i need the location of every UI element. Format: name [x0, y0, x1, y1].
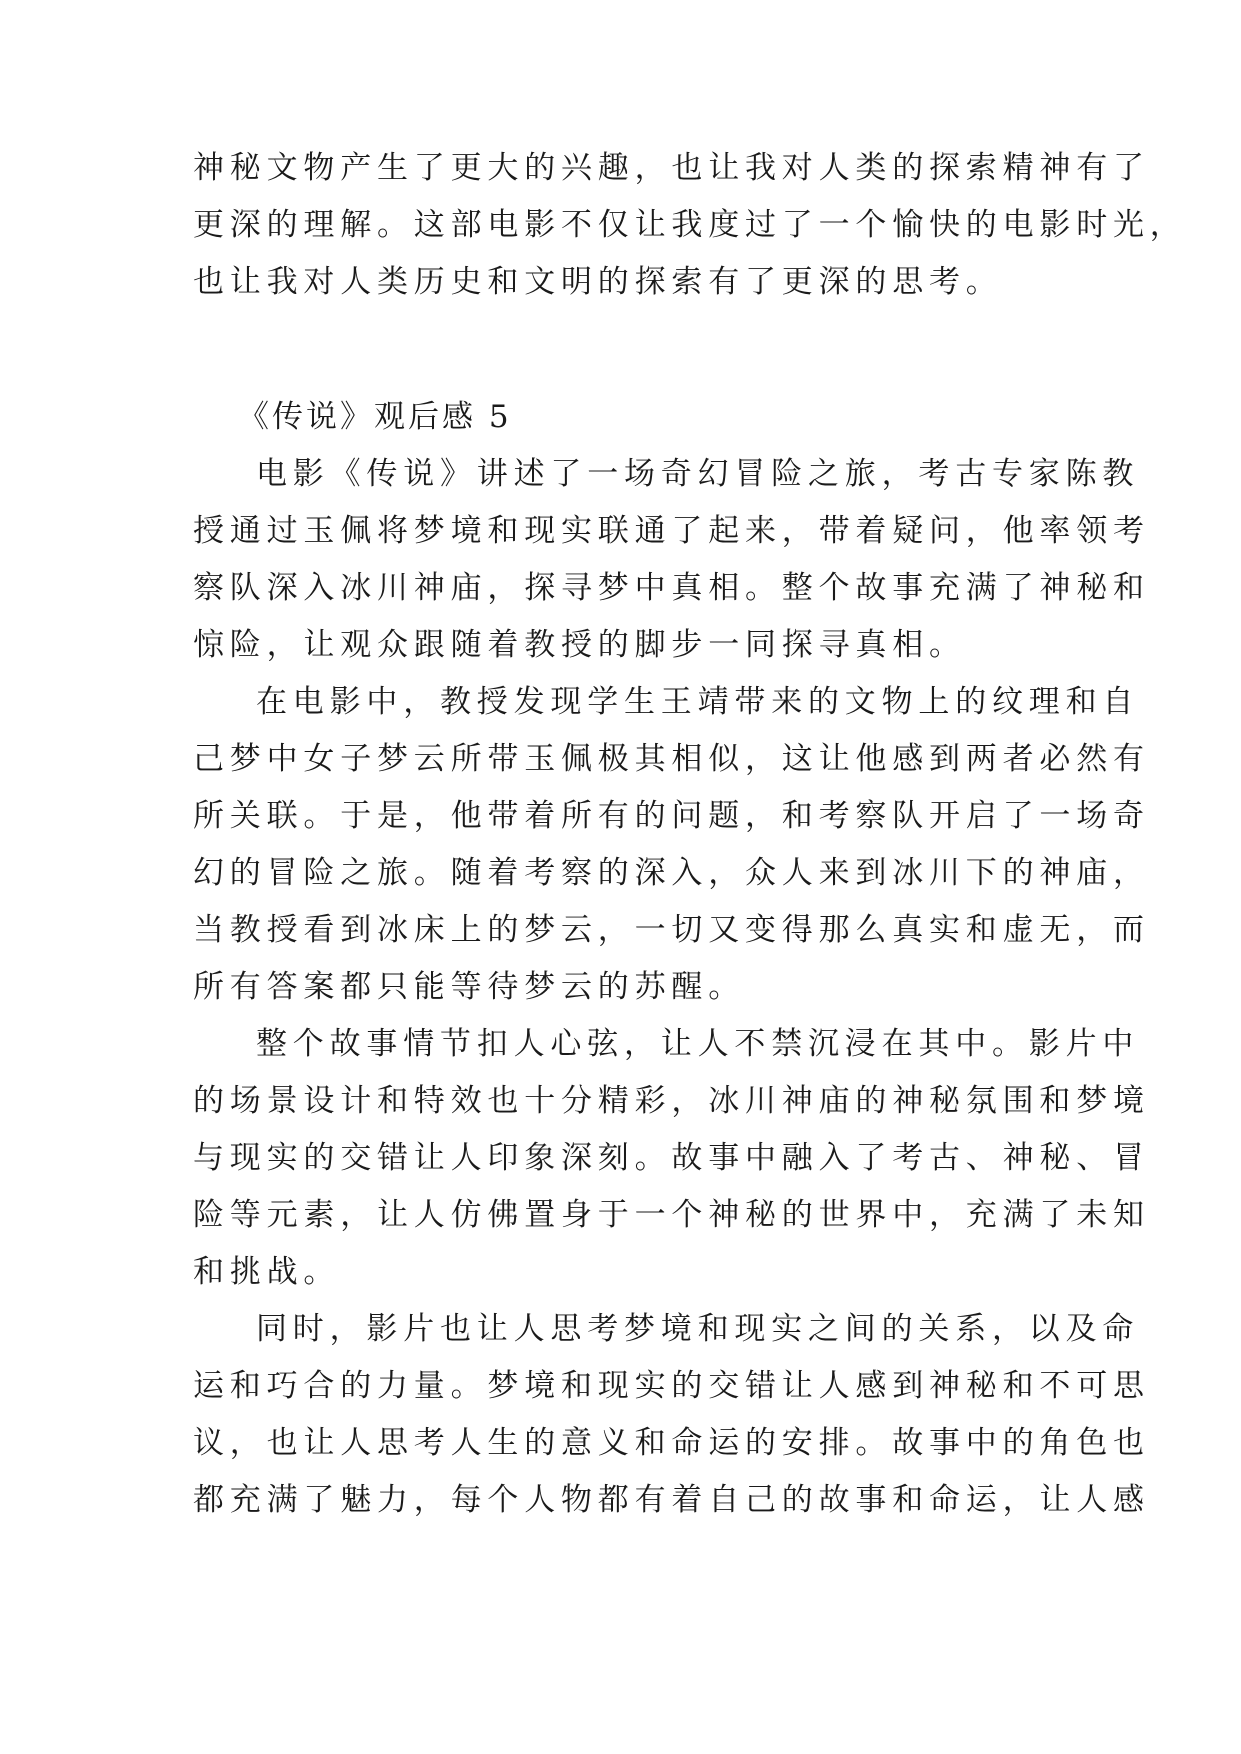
text-line: 议，也让人思考人生的意义和命运的安排。故事中的角色也: [193, 1425, 1150, 1461]
text-line: 授通过玉佩将梦境和现实联通了起来，带着疑问，他率领考: [193, 513, 1150, 549]
text-line: 与现实的交错让人印象深刻。故事中融入了考古、神秘、冒: [193, 1140, 1150, 1176]
section-title: 《传说》观后感 5: [238, 399, 512, 435]
text-line: 当教授看到冰床上的梦云，一切又变得那么真实和虚无，而: [193, 912, 1150, 948]
text-line: 所有答案都只能等待梦云的苏醒。: [193, 969, 745, 1005]
text-line: 惊险，让观众跟随着教授的脚步一同探寻真相。: [193, 627, 966, 663]
text-line: 所关联。于是，他带着所有的问题，和考察队开启了一场奇: [193, 798, 1150, 834]
text-line: 和挑战。: [193, 1254, 341, 1290]
text-line: 同时，影片也让人思考梦境和现实之间的关系，以及命: [256, 1311, 1140, 1347]
text-line: 运和巧合的力量。梦境和现实的交错让人感到神秘和不可思: [193, 1368, 1150, 1404]
text-line: 险等元素，让人仿佛置身于一个神秘的世界中，充满了未知: [193, 1197, 1150, 1233]
text-line: 更深的理解。这部电影不仅让我度过了一个愉快的电影时光，: [193, 207, 1187, 243]
text-line: 己梦中女子梦云所带玉佩极其相似，这让他感到两者必然有: [193, 741, 1150, 777]
text-line: 的场景设计和特效也十分精彩，冰川神庙的神秘氛围和梦境: [193, 1083, 1150, 1119]
text-line: 在电影中，教授发现学生王靖带来的文物上的纹理和自: [256, 684, 1140, 720]
text-line: 幻的冒险之旅。随着考察的深入，众人来到冰川下的神庙，: [193, 855, 1150, 891]
text-line: 神秘文物产生了更大的兴趣，也让我对人类的探索精神有了: [193, 150, 1150, 186]
text-line: 电影《传说》讲述了一场奇幻冒险之旅，考古专家陈教: [256, 456, 1140, 492]
text-line: 整个故事情节扣人心弦，让人不禁沉浸在其中。影片中: [256, 1026, 1140, 1062]
text-line: 也让我对人类历史和文明的探索有了更深的思考。: [193, 264, 1003, 300]
text-line: 都充满了魅力，每个人物都有着自己的故事和命运，让人感: [193, 1482, 1150, 1518]
text-line: 察队深入冰川神庙，探寻梦中真相。整个故事充满了神秘和: [193, 570, 1150, 606]
